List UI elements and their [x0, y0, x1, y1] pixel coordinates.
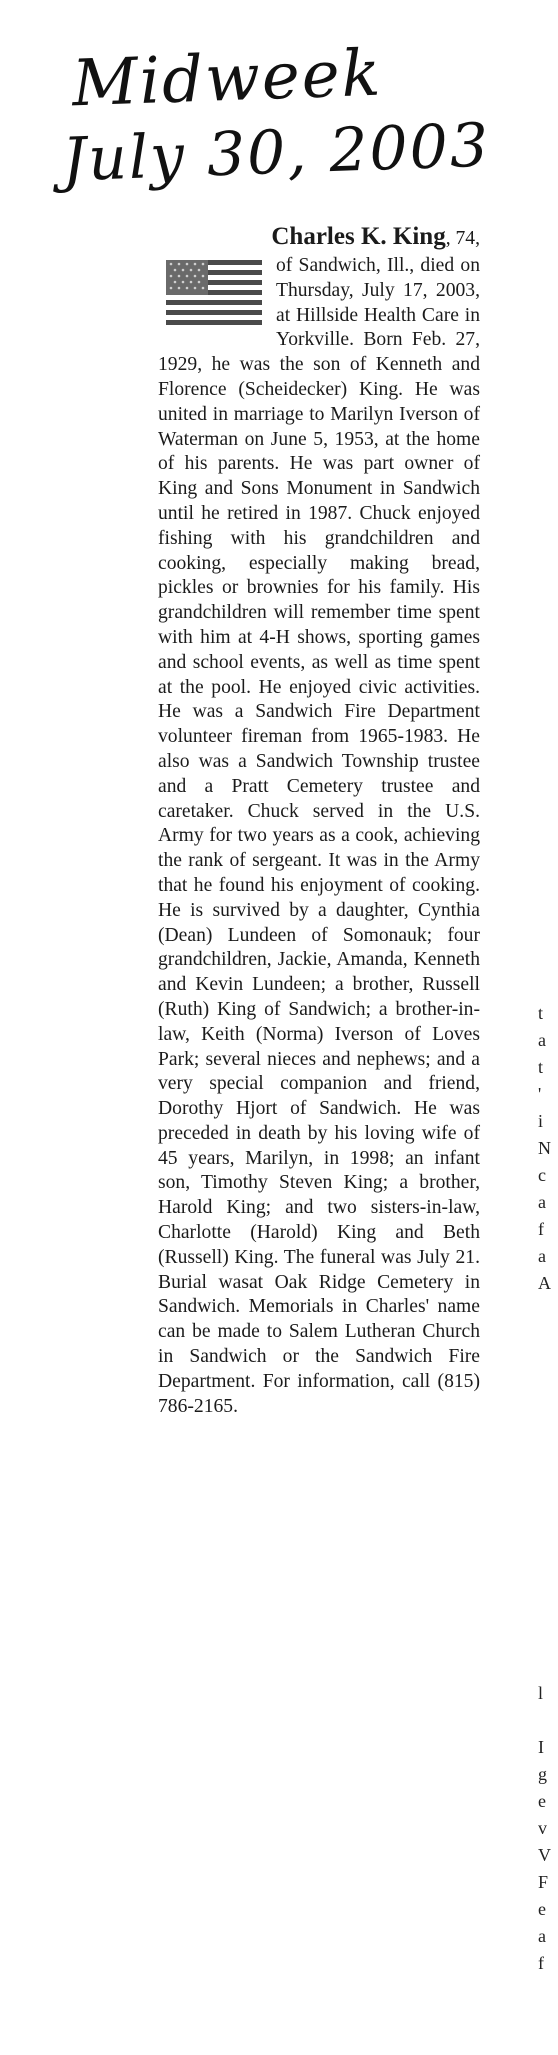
obituary-body: of Sandwich, Ill., died on Thursday, July 17, 2003, at Hillside Health Care in Yorkville. Born Feb. 27, 1929, he was the son of Kenneth and Florence (Scheidecker) King. He was united in marriage to Marilyn Iverson of Waterman on June 5, 1953, at the home of his parents. He was part owner of King and Sons Monument in Sandwich until he retired in 1987. Chuck enjoyed fishing with his grandchildren and cooking, especially making bread, pickles or brownies for his family. His grandchildren will remember time spent with him at 4-H shows, sporting games and school events, as well as time spent at the pool. He enjoyed civic activities. He was a Sandwich Fire Department volunteer fireman from 1965-1983. He also was a Sandwich Township trustee and a Pratt Cemetery trustee and caretaker. Chuck served in the U.S. Army for two years as a cook, achieving the rank of sergeant. It was in the Army that he found his enjoyment of cooking. He is survived by a daughter, Cynthia (Dean) Lundeen of Somonauk; four grandchildren, Jackie, Amanda, Kenneth and Kevin Lundeen; a brother, Russell (Ruth) King of Sandwich; a brother-in-law, Keith (Norma) Iverson of Loves Park; several nieces and nephews; and a very special companion and friend, Dorothy Hjort of Sandwich. He was preceded in death by his loving wife of 45 years, Marilyn, in 1998; an infant son, Timothy Steven King; a brother, Harold King; and two sisters-in-law, Charlotte (Harold) King and Beth (Russell) King. The funeral was July 21. Burial wasat Oak Ridge Cemetery in Sandwich. Memorials in Charles' name can be made to Salem Lutheran Church in Sandwich or the Sandwich Fire Department. For information, call (815) 786-2165. [158, 255, 480, 1417]
column-fragment: t [538, 1003, 544, 1023]
column-fragment: ' [538, 1084, 542, 1104]
column-fragment: a [538, 1192, 546, 1212]
column-fragment: t [538, 1057, 544, 1077]
deceased-name: Charles K. King [271, 223, 446, 250]
column-fragment: a [538, 1030, 546, 1050]
obituary-headline [158, 222, 480, 254]
column-fragment: c [538, 1165, 546, 1185]
adjacent-column-fragments [538, 1000, 558, 1297]
column-fragment: V [538, 1845, 551, 1865]
column-fragment: a [538, 1926, 546, 1946]
handwritten-date-note: July 30, 2003 [60, 110, 492, 196]
obituary-article [158, 222, 480, 1419]
deceased-age: , 74, [445, 228, 480, 249]
column-fragment: l [538, 1683, 544, 1703]
column-fragment: N [538, 1138, 551, 1158]
column-fragment: A [538, 1273, 551, 1293]
column-fragment: e [538, 1899, 546, 1919]
column-fragment: v [538, 1818, 547, 1838]
column-fragment: a [538, 1246, 546, 1266]
column-fragment: I [538, 1737, 544, 1757]
column-fragment: f [538, 1953, 544, 1973]
column-fragment: F [538, 1872, 549, 1892]
us-flag-icon [166, 260, 262, 326]
column-fragment [538, 1707, 558, 1734]
column-fragment: e [538, 1791, 546, 1811]
column-fragment: f [538, 1219, 544, 1239]
handwritten-publication-note: Midweek [70, 36, 384, 122]
column-fragment: i [538, 1111, 544, 1131]
adjacent-column-fragments [538, 1680, 558, 1977]
column-fragment: g [538, 1764, 547, 1784]
